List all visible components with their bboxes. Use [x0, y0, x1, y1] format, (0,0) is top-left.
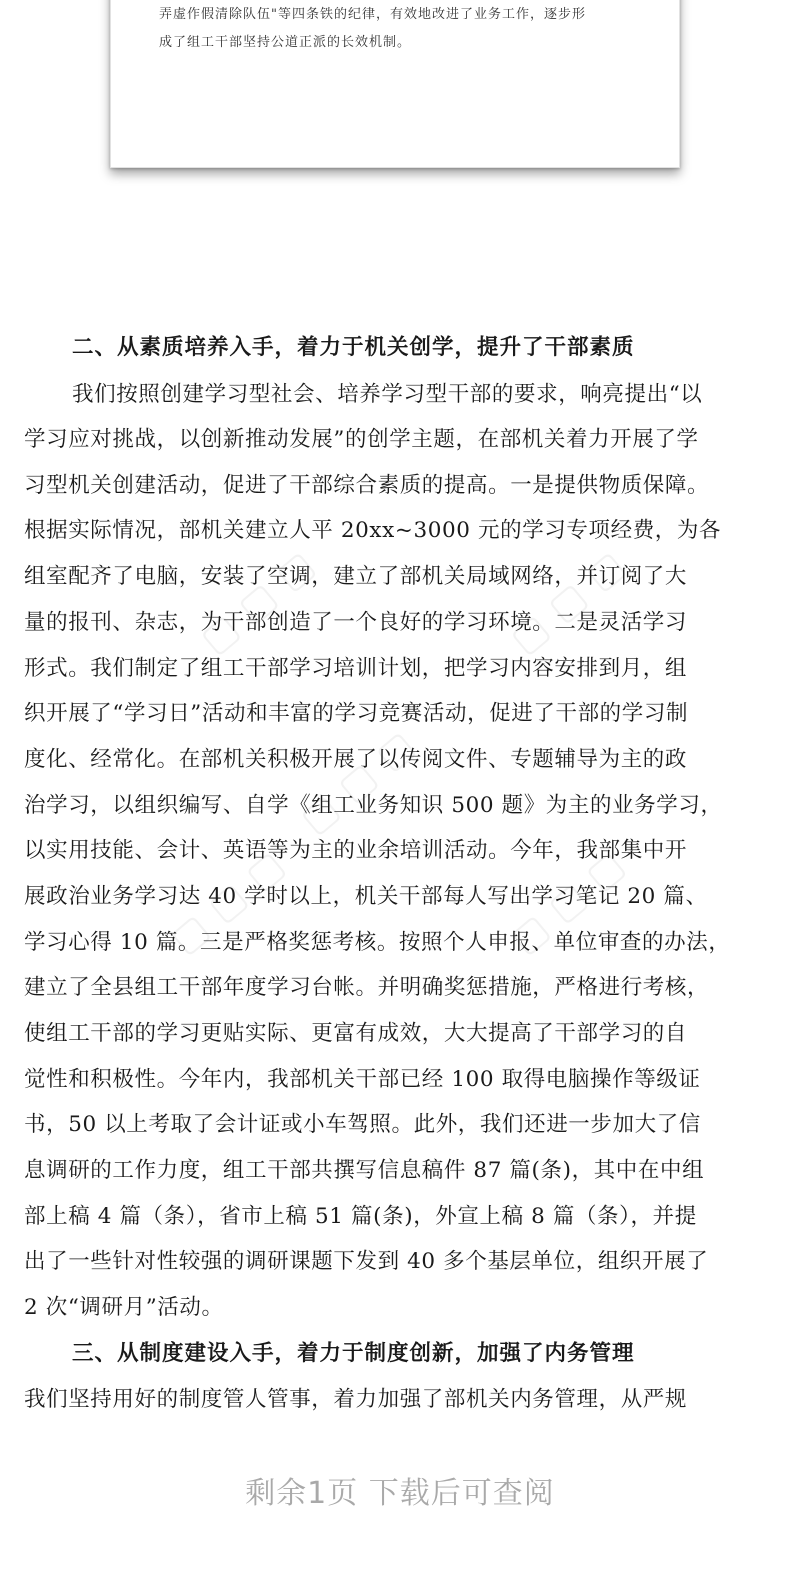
section-heading: 二、从素质培养入手，着力于机关创学，提升了干部素质: [72, 335, 635, 360]
paragraph-line: 2 次“调研月”活动。: [24, 1295, 224, 1320]
paragraph-line: 组室配齐了电脑，安装了空调，建立了部机关局域网络，并订阅了大: [24, 564, 688, 589]
remaining-pages-notice[interactable]: 剩余1页 下载后可查阅: [245, 1476, 555, 1511]
paragraph-line: 部上稿 4 篇（条），省市上稿 51 篇(条)，外宣上稿 8 篇（条），并提: [24, 1204, 697, 1229]
paragraph-line: 学习心得 10 篇。三是严格奖惩考核。按照个人申报、单位审查的办法，: [24, 930, 731, 955]
paragraph-line: 度化、经常化。在部机关积极开展了以传阅文件、专题辅导为主的政: [24, 747, 688, 772]
preview-line: 弄虚作假清除队伍"等四条铁的纪律，有效地改进了业务工作，逐步形: [159, 7, 586, 22]
watermark: ▢ ▢ ▢: [501, 842, 633, 962]
paragraph-line: 我们坚持用好的制度管人管事，着力加强了部机关内务管理，从严规: [24, 1387, 688, 1412]
watermark: ▢ ▢ ▢: [291, 722, 423, 842]
watermark: ▢ ▢ ▢: [161, 842, 293, 962]
paragraph-line: 以实用技能、会计、英语等为主的业余培训活动。今年，我部集中开: [24, 838, 688, 863]
paragraph-line: 建立了全县组工干部年度学习台帐。并明确奖惩措施，严格进行考核，: [24, 975, 710, 1000]
paragraph-line: 学习应对挑战，以创新推动发展”的创学主题，在部机关着力开展了学: [24, 427, 699, 452]
previous-page-card: [110, 0, 680, 168]
paragraph-line: 觉性和积极性。今年内，我部机关干部已经 100 取得电脑操作等级证: [24, 1067, 701, 1092]
paragraph-line: 书，50 以上考取了会计证或小车驾照。此外，我们还进一步加大了信: [24, 1112, 701, 1137]
section-heading: 三、从制度建设入手，着力于制度创新，加强了内务管理: [72, 1341, 635, 1366]
paragraph-line: 形式。我们制定了组工干部学习培训计划，把学习内容安排到月，组: [24, 656, 688, 681]
paragraph-line: 息调研的工作力度，组工干部共撰写信息稿件 87 篇(条)，其中在中组: [24, 1158, 705, 1183]
watermark: ▢ ▢ ▢: [501, 542, 633, 662]
paragraph-line: 使组工干部的学习更贴实际、更富有成效，大大提高了干部学习的自: [24, 1021, 688, 1046]
paragraph-line: 根据实际情况，部机关建立人平 20xx~3000 元的学习专项经费，为各: [24, 518, 722, 543]
paragraph-line: 治学习，以组织编写、自学《组工业务知识 500 题》为主的业务学习，: [24, 793, 723, 818]
paragraph-line: 习型机关创建活动，促进了干部综合素质的提高。一是提供物质保障。: [24, 473, 710, 498]
watermark: ▢ ▢ ▢: [191, 542, 323, 662]
paragraph-line: 我们按照创建学习型社会、培养学习型干部的要求，响亮提出“以: [72, 382, 703, 407]
paragraph-line: 出了一些针对性较强的调研课题下发到 40 多个基层单位，组织开展了: [24, 1249, 709, 1274]
paragraph-line: 织开展了“学习日”活动和丰富的学习竞赛活动，促进了干部的学习制: [24, 701, 689, 726]
preview-line: 成了组工干部坚持公道正派的长效机制。: [159, 35, 412, 50]
paragraph-line: 量的报刊、杂志，为干部创造了一个良好的学习环境。二是灵活学习: [24, 610, 688, 635]
paragraph-line: 展政治业务学习达 40 学时以上，机关干部每人写出学习笔记 20 篇、: [24, 884, 708, 909]
